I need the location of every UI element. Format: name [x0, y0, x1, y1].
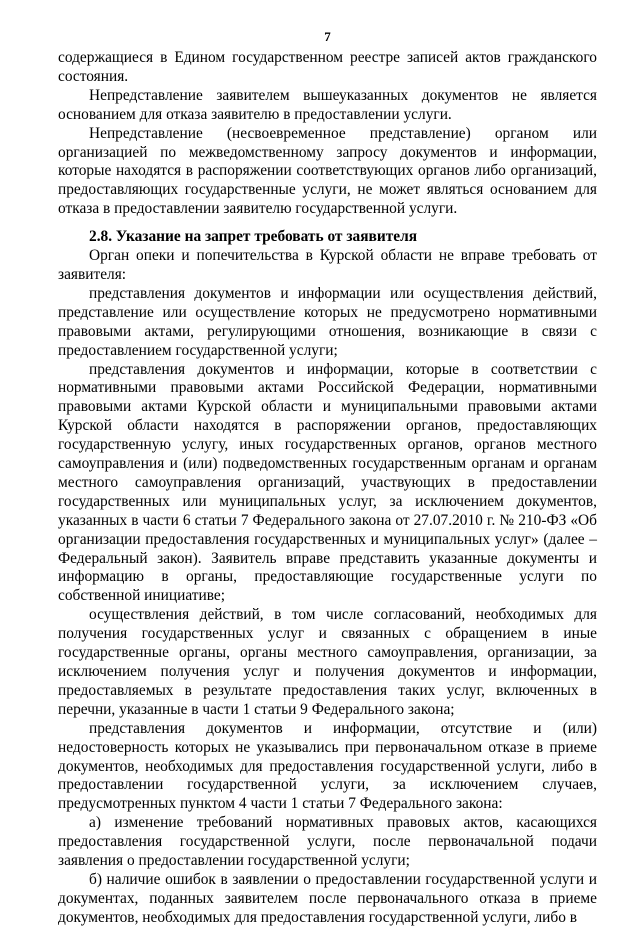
section-heading: 2.8. Указание на запрет требовать от заявителя — [89, 228, 418, 246]
list-item: представления документов и информации, отсутствие и (или) недостоверность которых не указывались при первоначальном отказе в приеме документов, необходимых для предоставления государственной услуги, либо в предоставлении государственной услуги, за исключением случаев, предусмотренных пунктом 4 части 1 статьи 7 Федерального закона: — [58, 719, 597, 813]
list-item: представления документов и информации, которые в соответствии с нормативными правовыми актами Российской Федерации, нормативными правовыми актами Курской области и муниципальными правовыми актами Курской области находятся в распоряжении органов, предоставляющих государственную услугу, иных государственных органов, органов местного самоуправления и (или) подведомственных государственным органам и органам местного самоуправления организаций, участвующих в предоставлении государственных или муниципальных услуг, за исключением документов, указанных в части 6 статьи 7 Федерального закона от 27.07.2010 г. № 210-ФЗ «Об организации предоставления государственных и муниципальных услуг» (далее – Федеральный закон). Заявитель вправе представить указанные документы и информацию в органы, предоставляющие государственные услуги по собственной инициативе; — [58, 360, 597, 605]
paragraph-continuation: содержащиеся в Едином государственном реестре записей актов гражданского состояния. — [58, 49, 597, 85]
sub-item-b: б) наличие ошибок в заявлении о предоставлении государственной услуги и документах, поданных заявителем после первоначального отказа в приеме документов, необходимых для предоставления государственной услуги, либо в — [58, 870, 597, 926]
page-number: 7 — [324, 29, 331, 44]
sub-item-a: а) изменение требований нормативных правовых актов, касающихся предоставления государственной услуги, после первоначальной подачи заявления о предоставлении государственной услуги; — [58, 814, 597, 870]
paragraph: Непредставление (несвоевременное представление) органом или организацией по межведомственному запросу документов и информации, которые находятся в распоряжении соответствующих органов либо организаций, предоставляющих государственные услуги, не может являться основанием для отказа в предоставлении заявителю государственной услуги. — [58, 124, 597, 218]
list-item: представления документов и информации или осуществления действий, представление или осуществление которых не предусмотрено нормативными правовыми актами, регулирующими отношения, возникающие в связи с предоставлением государственной услуги; — [58, 284, 597, 359]
paragraph: Орган опеки и попечительства в Курской области не вправе требовать от заявителя: — [58, 247, 597, 283]
paragraph: Непредставление заявителем вышеуказанных документов не является основанием для отказа заявителю в предоставлении услуги. — [58, 86, 597, 123]
list-item: осуществления действий, в том числе согласований, необходимых для получения государственных услуг и связанных с обращением в иные государственные органы, органы местного самоуправления, организации, за исключением получения услуг и получения документов и информации, предоставляемых в результате предоставления таких услуг, включенных в перечни, указанные в части 1 статьи 9 Федерального закона; — [58, 606, 597, 718]
